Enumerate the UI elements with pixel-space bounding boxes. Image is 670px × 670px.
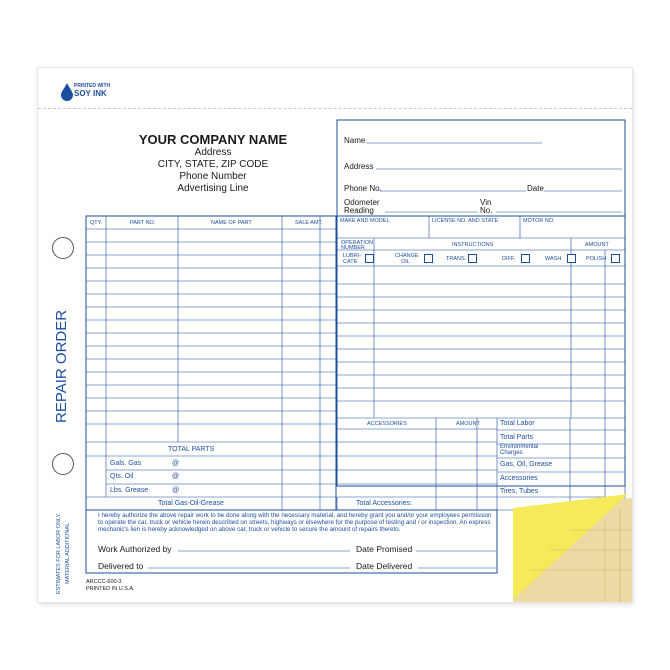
qts-oil-at: @ (172, 473, 180, 480)
company-address: Address (194, 147, 232, 158)
wash-checkbox[interactable] (567, 254, 576, 263)
authorization-text: I hereby authorize the above repair work to be done along with the necessary material, and hereby grant you and/or your employees permission to operate the car, truck or vehicle herein described on streets, highways or elsewhere for the purpose of testing and / or inspection. An express mechanic's lien is hereby acknowledged on above car, truck or vehicle to secure the amount of repairs thereto. (98, 512, 492, 533)
lubricate-checkbox[interactable] (365, 254, 374, 263)
qts-oil-label: Qts. Oil (110, 473, 134, 480)
delivered-to-label: Delivered to (98, 561, 144, 571)
change-oil-label-1: CHANGE (395, 253, 419, 259)
environmental-label-1: Environmental (500, 444, 539, 450)
logo-line2: SOY INK (74, 89, 107, 98)
vin-label-2: No. (480, 206, 493, 215)
total-gog-label: Total Gas-Oil-Grease (158, 500, 224, 507)
date-promised-label: Date Promised (356, 544, 413, 554)
operation-number-label-1: OPERATION (341, 240, 373, 246)
gals-gas-label: Gals. Gas (110, 460, 142, 467)
lubricate-label-2: CATE (343, 259, 358, 265)
carbon-copies-corner (500, 490, 640, 610)
gas-oil-grease-label: Gas, Oil, Grease (500, 461, 553, 468)
date-label: Date (527, 184, 544, 193)
repair-order-title: REPAIR ORDER (53, 309, 70, 423)
total-parts-label: TOTAL PARTS (168, 446, 215, 453)
lbs-grease-label: Lbs. Grease (110, 487, 149, 494)
license-label: LICENSE NO. AND STATE (432, 218, 499, 224)
estimate-note-2: MATERIAL ADDITIONAL (65, 522, 71, 584)
trans-checkbox[interactable] (468, 254, 477, 263)
odometer-label-1: Odometer (344, 198, 380, 207)
amount-label: AMOUNT (585, 242, 609, 248)
acc-amount-header: AMOUNT (456, 421, 480, 427)
make-model-label: MAKE AND MODEL (340, 218, 390, 224)
lbs-grease-at: @ (172, 487, 180, 494)
printed-in-usa: PRINTED IN U.S.A. (86, 586, 135, 592)
instructions-label: INSTRUCTIONS (452, 242, 494, 248)
operation-number-label-2: NUMBER (341, 245, 365, 251)
tires-tubes-label: Tires, Tubes (500, 488, 539, 495)
polish-checkbox[interactable] (611, 254, 620, 263)
work-authorized-label: Work Authorized by (98, 544, 172, 554)
vin-label-1: Vin (480, 198, 492, 207)
total-parts-summary-label: Total Parts (500, 434, 534, 441)
phone-label: Phone No. (344, 184, 382, 193)
accessories-header: ACCESSORIES (367, 421, 407, 427)
gals-gas-at: @ (172, 460, 180, 467)
diff-checkbox[interactable] (521, 254, 530, 263)
trans-label: TRANS. (446, 256, 467, 262)
company-advert: Advertising Line (177, 183, 249, 194)
change-oil-checkbox[interactable] (424, 254, 433, 263)
form-code: ARCCC-600-3 (86, 579, 122, 585)
sale-amt-header: SALE AMT. (295, 220, 323, 226)
company-city: CITY, STATE, ZIP CODE (157, 159, 269, 170)
accessories-summary-label: Accessories (500, 475, 538, 482)
polish-label: POLISH (586, 256, 607, 262)
environmental-label-2: Charges (500, 450, 523, 456)
motor-label: MOTOR NO. (523, 218, 555, 224)
total-labor-label: Total Labor (500, 420, 535, 427)
date-delivered-label: Date Delivered (356, 561, 413, 571)
wash-label: WASH (545, 256, 562, 262)
part-no-header: PART NO. (130, 220, 156, 226)
diff-label: DIFF. (502, 256, 516, 262)
change-oil-label-2: OIL (401, 259, 410, 265)
total-accessories-label: Total Accessories: (356, 500, 413, 507)
estimate-note-1: ESTIMATES FOR LABOR ONLY. (56, 513, 62, 594)
logo-line1: PRINTED WITH (74, 83, 111, 89)
address-label: Address (344, 162, 374, 171)
name-of-part-header: NAME OF PART (211, 220, 252, 226)
company-phone: Phone Number (179, 171, 247, 182)
qty-header: QTY. (90, 220, 103, 226)
company-name: YOUR COMPANY NAME (138, 132, 288, 147)
lubricate-label-1: LUBRI- (343, 253, 362, 259)
name-label: Name (344, 136, 366, 145)
odometer-label-2: Reading (344, 206, 374, 215)
